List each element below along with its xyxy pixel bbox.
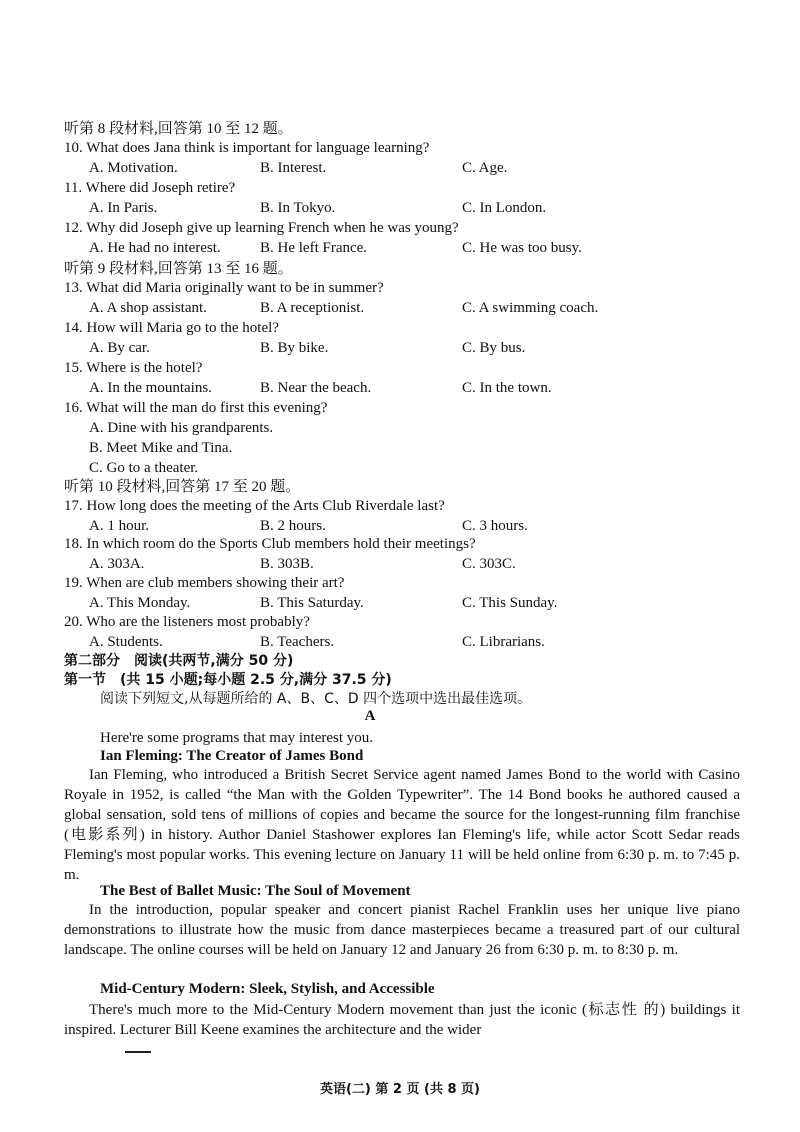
option-b: B. Teachers. bbox=[260, 634, 335, 650]
question-stem: 16. What will the man do first this evening? bbox=[64, 400, 328, 416]
option-c: C. In London. bbox=[462, 200, 547, 216]
question-stem: 17. How long does the meeting of the Arts Club Riverdale last? bbox=[64, 498, 445, 514]
option-c: C. 3 hours. bbox=[462, 518, 528, 534]
program1-title: Ian Fleming: The Creator of James Bond bbox=[100, 748, 364, 764]
question-stem: 12. Why did Joseph give up learning French when he was young? bbox=[64, 220, 459, 236]
question-stem: 10. What does Jana think is important for language learning? bbox=[64, 140, 430, 156]
option-c: C. Go to a theater. bbox=[89, 460, 199, 476]
program2-line: January 26 from 6:30 p. m. to 8:30 p. m. bbox=[435, 942, 679, 958]
program1-line: Bond books he authored caused a global sensation, sold tens of millions of copies and became bbox=[64, 787, 741, 823]
option-c: C. Age. bbox=[462, 160, 508, 176]
question-stem: 19. When are club members showing their art? bbox=[64, 575, 345, 591]
option-a: A. Students. bbox=[89, 634, 163, 650]
option-a: A. 303A. bbox=[89, 556, 145, 572]
option-a: A. Motivation. bbox=[89, 160, 178, 176]
program2-text bbox=[64, 900, 740, 960]
program1-line: Ian Fleming, who introduced a British Secret Service agent named James Bond to the bbox=[89, 767, 622, 783]
section-header-8: 听第 8 段材料,回答第 10 至 12 题。 bbox=[64, 121, 293, 137]
option-a: A. He had no interest. bbox=[89, 240, 221, 256]
page-footer: 英语(二) 第 2 页 (共 8 页) bbox=[319, 1082, 480, 1097]
option-a: A. 1 hour. bbox=[89, 518, 149, 534]
option-a: A. In Paris. bbox=[89, 200, 158, 216]
option-b: B. Near the beach. bbox=[260, 380, 372, 396]
option-b: B. 303B. bbox=[260, 556, 314, 572]
program1-line: works. This evening lecture on January 11 will be held online from 6:30 p. m. to 7:45 p. m. bbox=[64, 847, 740, 883]
option-a: A. This Monday. bbox=[89, 595, 191, 611]
program3-title: Mid-Century Modern: Sleek, Stylish, and Accessible bbox=[100, 981, 435, 997]
program1-line: the source for the longest-running film franchise (电影系列) in history. Author Daniel bbox=[64, 807, 740, 843]
option-b: B. Meet Mike and Tina. bbox=[89, 440, 233, 456]
program2-line: unique live piano demonstrations to illustrate how the music from dance masterpieces became bbox=[64, 902, 740, 938]
option-c: C. This Sunday. bbox=[462, 595, 558, 611]
question-stem: 13. What did Maria originally want to be in summer? bbox=[64, 280, 384, 296]
option-b: B. A receptionist. bbox=[260, 300, 365, 316]
option-c: C. In the town. bbox=[462, 380, 552, 396]
part2-title: 第二部分 阅读(共两节,满分 50 分) bbox=[64, 653, 294, 669]
program1-line: world with Casino Royale in 1952, is called “the Man with the Golden Typewriter”. The 14 bbox=[64, 767, 740, 803]
section-header-10: 听第 10 段材料,回答第 17 至 20 题。 bbox=[64, 479, 301, 495]
option-a: A. A shop assistant. bbox=[89, 300, 207, 316]
option-c: C. 303C. bbox=[462, 556, 516, 572]
question-stem: 18. In which room do the Sports Club members hold their meetings? bbox=[64, 536, 476, 552]
option-c: C. He was too busy. bbox=[462, 240, 582, 256]
program2-line: In the introduction, popular speaker and concert pianist Rachel Franklin uses her bbox=[89, 902, 620, 918]
section-header-9: 听第 9 段材料,回答第 13 至 16 题。 bbox=[64, 261, 293, 277]
question-stem: 20. Who are the listeners most probably? bbox=[64, 614, 310, 630]
option-b: B. 2 hours. bbox=[260, 518, 326, 534]
question-stem: 14. How will Maria go to the hotel? bbox=[64, 320, 279, 336]
program3-line: There's much more to the Mid-Century Modern movement than just the iconic (标志性 bbox=[89, 1002, 639, 1018]
option-a: A. In the mountains. bbox=[89, 380, 212, 396]
question-stem: 15. Where is the hotel? bbox=[64, 360, 203, 376]
program1-text bbox=[64, 765, 740, 885]
reading-instruction: 阅读下列短文,从每题所给的 A、B、C、D 四个选项中选出最佳选项。 bbox=[100, 691, 532, 707]
option-c: C. A swimming coach. bbox=[462, 300, 599, 316]
option-b: B. By bike. bbox=[260, 340, 329, 356]
passage-intro: Here're some programs that may interest you. bbox=[100, 730, 374, 746]
option-b: B. In Tokyo. bbox=[260, 200, 336, 216]
question-stem: 11. Where did Joseph retire? bbox=[64, 180, 236, 196]
program3-text bbox=[64, 1000, 740, 1040]
option-b: B. Interest. bbox=[260, 160, 327, 176]
passage-label: A bbox=[364, 708, 376, 724]
option-a: A. By car. bbox=[89, 340, 150, 356]
program3-line: 的) buildings it inspired. Lecturer Bill Keene examines the architecture and the wider bbox=[64, 1002, 741, 1038]
option-b: B. He left France. bbox=[260, 240, 368, 256]
program1-line: Stashower explores Ian Fleming's life, while actor Scott Sedar reads Fleming's most popular bbox=[64, 827, 740, 863]
option-c: C. Librarians. bbox=[462, 634, 545, 650]
option-b: B. This Saturday. bbox=[260, 595, 364, 611]
option-c: C. By bus. bbox=[462, 340, 526, 356]
option-a: A. Dine with his grandparents. bbox=[89, 420, 274, 436]
program2-title: The Best of Ballet Music: The Soul of Movement bbox=[100, 883, 411, 899]
page-mark bbox=[125, 1051, 151, 1053]
section1-title: 第一节 (共 15 小题;每小题 2.5 分,满分 37.5 分) bbox=[64, 672, 392, 688]
program2-line: a treasured part of our cultural landscape. The online courses will be held on January 12 and bbox=[64, 922, 741, 958]
